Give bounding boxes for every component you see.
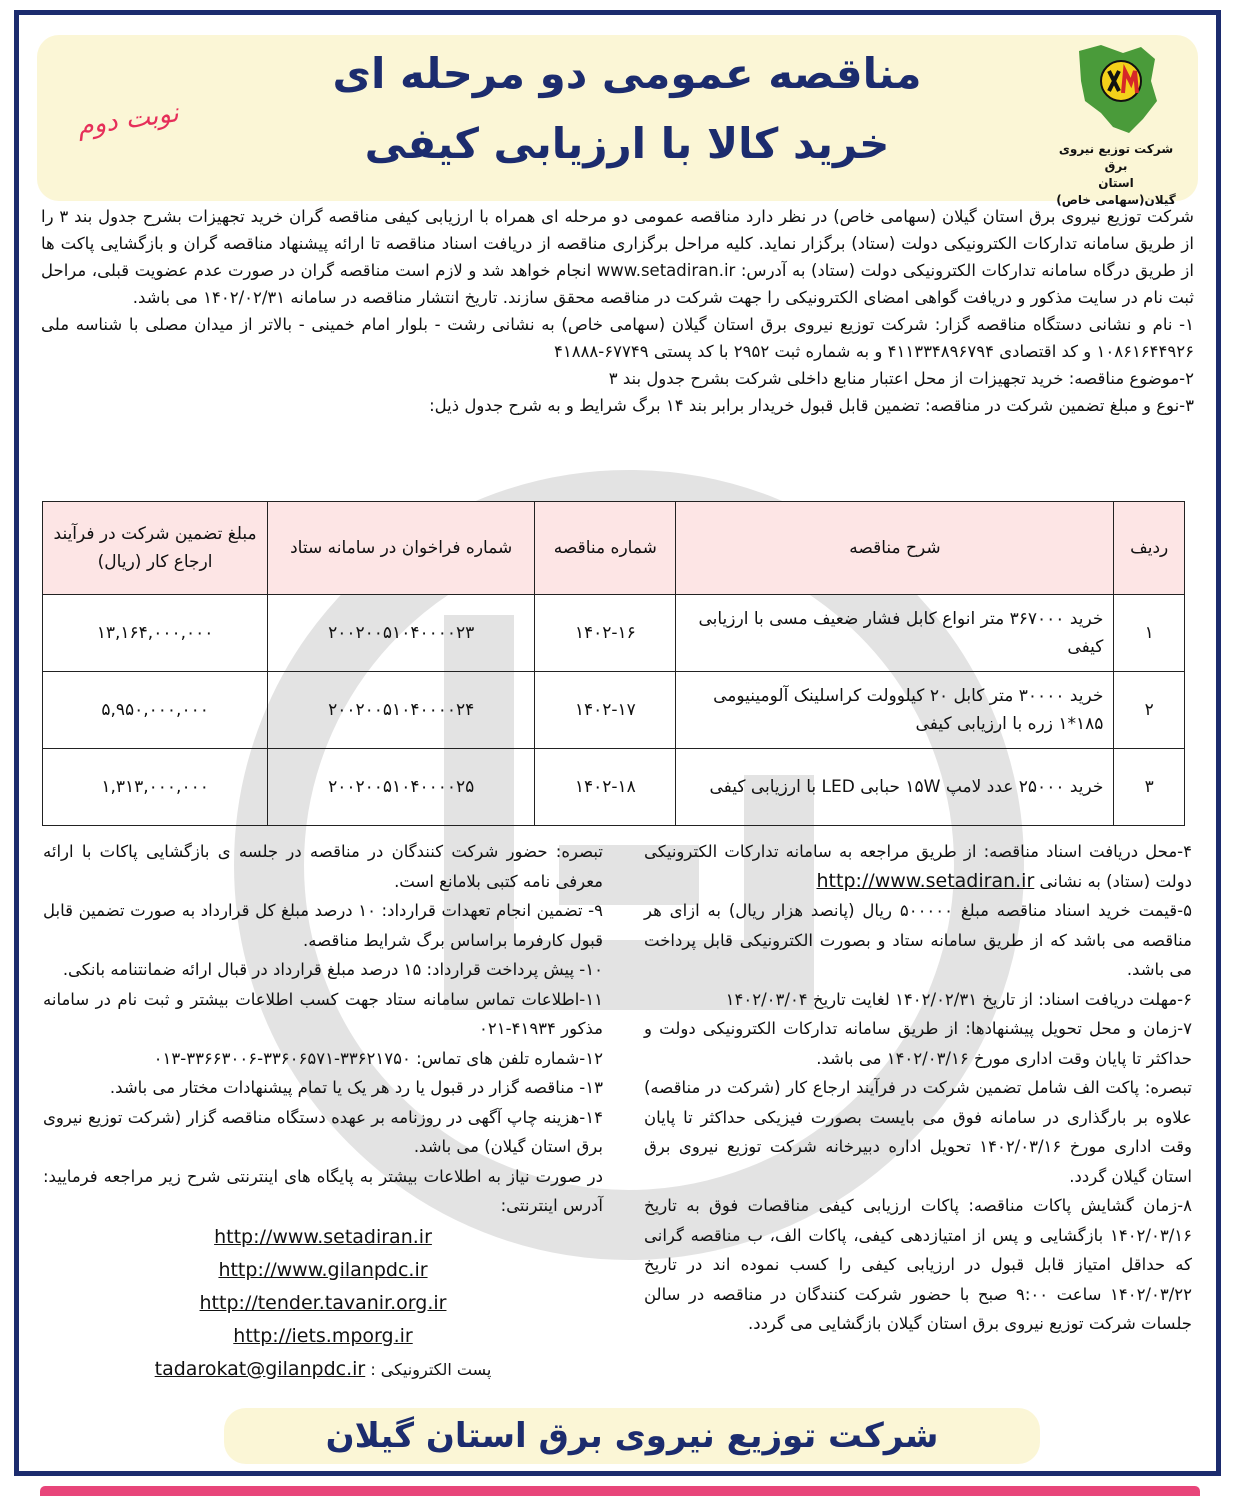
row-tender-number: ۱۴۰۲-۱۶ (535, 595, 676, 672)
turn-label: نوبت دوم (75, 98, 181, 142)
item-3: ۳-نوع و مبلغ تضمین شرکت در مناقصه: تضمین قابل قبول خریدار برابر بند ۱۴ برگ شرایط و به شرح جدول ذیل: (429, 396, 1194, 415)
row-number: ۳ (1114, 749, 1185, 826)
tender-table (42, 501, 1185, 826)
row-guarantee-amount: ۱۳,۱۶۴,۰۰۰,۰۰۰ (43, 595, 268, 672)
item-4-link[interactable]: http://www.setadiran.ir (816, 869, 1035, 892)
company-logo (1056, 41, 1176, 209)
table-header-row (43, 502, 1185, 595)
row-description: خرید ۲۵۰۰۰ عدد لامپ ۱۵W حبابی LED با ارزیابی کیفی (676, 749, 1114, 826)
item-9: ۹- تضمین انجام تعهدات قرارداد: ۱۰ درصد مبلغ کل قرارداد به صورت تضمین قابل قبول کارفرما براساس برگ شرایط مناقصه. (43, 901, 604, 950)
note-right: تبصره: پاکت الف شامل تضمین شرکت در فرآیند ارجاع کار (شرکت در مناقصه) علاوه بر بارگذاری در سامانه فوق می بایست بصورت فیزیکی حداکثر تا پایان وقت اداری مورخ ۱۴۰۲/۰۳/۱۶ تحویل اداره دبیرخانه شرکت توزیع نیروی برق استان گیلان گردد. (644, 1078, 1193, 1186)
row-call-number: ۲۰۰۲۰۰۵۱۰۴۰۰۰۰۲۳ (268, 595, 535, 672)
item-8: ۸-زمان گشایش پاکات مناقصه: پاکات ارزیابی کیفی مناقصات فوق به تاریخ ۱۴۰۲/۰۳/۱۶ بازگشایی و پس از امتیازدهی کیفی، پاکات الف، ب مناقصه گرانی که حداقل امتیاز قابل قبول در ارزیابی کیفی را کسب نموده اند در تاریخ ۱۴۰۲/۰۳/۲۲ ساعت ۹:۰۰ صبح با حضور شرکت کنندگان در مناقصه در سالن جلسات شرکت توزیع نیروی برق استان گیلان بازگشایی می گردد. (644, 1196, 1193, 1333)
row-call-number: ۲۰۰۲۰۰۵۱۰۴۰۰۰۰۲۴ (268, 672, 535, 749)
item-11: ۱۱-اطلاعات تماس سامانه ستاد جهت کسب اطلاعات بیشتر و ثبت نام در سامانه مذکور ۴۱۹۳۴-۰۲۱ (43, 989, 603, 1038)
ad-frame (14, 10, 1221, 1476)
right-column (644, 837, 1192, 1339)
item-12: ۱۲-شماره تلفن های تماس: ۳۳۶۲۱۷۵۰-۳۳۶۰۶۵۷۱-۳۳۶۶۳۰۰۶-۰۱۳ (153, 1048, 603, 1068)
bottom-pink-bar (40, 1486, 1200, 1496)
footer-company: شرکت توزیع نیروی برق استان گیلان (224, 1408, 1040, 1464)
item-14: ۱۴-هزینه چاپ آگهی در روزنامه بر عهده دستگاه مناقصه گزار (شرکت توزیع نیروی برق استان گیلان) می باشد. (43, 1107, 603, 1156)
email-label: پست الکترونیکی : (370, 1359, 492, 1379)
item-4-text: ۴-محل دریافت اسناد مناقصه: از طریق مراجعه به سامانه تدارکات الکترونیکی دولت (ستاد) به نشانی (644, 842, 1192, 891)
row-description: خرید ۳۶۷۰۰۰ متر انواع کابل فشار ضعیف مسی با ارزیابی کیفی (676, 595, 1114, 672)
iran-map-logo-icon (1071, 41, 1161, 141)
left-column (43, 837, 603, 1386)
header-call-number: شماره فراخوان در سامانه ستاد (268, 502, 535, 595)
intro-part2: انجام خواهد شد و لازم است مناقصه گران در صورت عدم عضویت قبلی، مراحل ثبت نام در سایت مذکور و دریافت گواهی امضای الکترونیکی را جهت شرکت در مناقصه محقق سازند. تاریخ انتشار مناقصه در سامانه ۱۴۰۲/۰۲/۳۱ می باشد. (41, 261, 1194, 307)
item-10: ۱۰- پیش پرداخت قرارداد: ۱۵ درصد مبلغ قرارداد در قبال ارائه ضمانتنامه بانکی. (62, 960, 603, 979)
row-guarantee-amount: ۵,۹۵۰,۰۰۰,۰۰۰ (43, 672, 268, 749)
link-mporg[interactable]: http://iets.mporg.ir (233, 1324, 413, 1347)
item-5: ۵-قیمت خرید اسناد مناقصه مبلغ ۵۰۰۰۰۰ ریال (پانصد هزار ریال) به ازای هر مناقصه می باشد که از طریق سامانه ستاد و بصورت الکترونیکی قابل پرداخت می باشد. (644, 901, 1193, 979)
header-description: شرح مناقصه (676, 502, 1114, 595)
table-row (43, 749, 1185, 826)
item-7: ۷-زمان و محل تحویل پیشنهادها: از طریق سامانه تدارکات الکترونیکی دولت و حداکثر تا پایان وقت اداری مورخ ۱۴۰۲/۰۳/۱۶ می باشد. (644, 1019, 1192, 1068)
row-call-number: ۲۰۰۲۰۰۵۱۰۴۰۰۰۰۲۵ (268, 749, 535, 826)
logo-text-line2: استان گیلان(سهامی خاص) (1056, 176, 1176, 207)
link-tavanir[interactable]: http://tender.tavanir.org.ir (199, 1291, 447, 1314)
logo-text-line1: شرکت توزیع نیروی برق (1058, 142, 1174, 173)
row-description: خرید ۳۰۰۰۰ متر کابل ۲۰ کیلوولت کراسلینک آلومینیومی ۱۸۵*۱ زره با ارزیابی کیفی (676, 672, 1114, 749)
item-6: ۶-مهلت دریافت اسناد: از تاریخ ۱۴۰۲/۰۲/۳۱ لغایت تاریخ ۱۴۰۲/۰۳/۰۴ (725, 989, 1192, 1009)
intro-paragraph (41, 203, 1194, 311)
header-guarantee-amount: مبلغ تضمین شرکت در فرآیند ارجاع کار (ریال) (43, 502, 268, 595)
item-13: ۱۳- مناقصه گزار در قبول یا رد هر یک یا تمام پیشنهادات مختار می باشد. (109, 1078, 603, 1097)
title-line2: خرید کالا با ارزیابی کیفی (364, 119, 890, 168)
row-tender-number: ۱۴۰۲-۱۸ (535, 749, 676, 826)
intro-section (41, 203, 1194, 419)
header-tender-number: شماره مناقصه (535, 502, 676, 595)
item-1: ۱- نام و نشانی دستگاه مناقصه گزار: شرکت توزیع نیروی برق استان گیلان (سهامی خاص) به نشانی رشت - بلوار امام خمینی - بالاتر از میدان مصلی با شناسه ملی ۱۰۸۶۱۶۴۴۹۲۶ و کد اقتصادی ۴۱۱۳۳۴۸۹۶۷۹۴ و به شماره ثبت ۲۹۵۲ با کد پستی ۶۷۷۴۹-۴۱۸۸۸ (41, 315, 1194, 361)
intro-part1: شرکت توزیع نیروی برق استان گیلان (سهامی خاص) در نظر دارد مناقصه عمومی دو مرحله ای همراه با ارزیابی کیفی مناقصه گران خرید تجهیزات بشرح جدول بند ۳ را از طریق سامانه تدارکات الکترونیکی دولت (ستاد) برگزار نماید. کلیه مراحل برگزاری مناقصه از دریافت اسناد مناقصه تا ارائه پیشنهاد مناقصه گران و بازگشایی پاکت ها از طریق درگاه سامانه تدارکات الکترونیکی دولت (ستاد) به آدرس: (41, 207, 1194, 280)
header-banner (37, 35, 1198, 207)
email-link[interactable]: tadarokat@gilanpdc.ir (154, 1357, 366, 1380)
links-list (43, 1221, 603, 1386)
link-setadiran[interactable]: http://www.setadiran.ir (214, 1225, 432, 1248)
more-info: در صورت نیاز به اطلاعات بیشتر به پایگاه های اینترنتی شرح زیر مراجعه فرمایید: آدرس اینترنتی: (43, 1166, 603, 1215)
note-left: تبصره: حضور شرکت کنندگان در مناقصه در جلسه ی بازگشایی پاکات با ارائه معرفی نامه کتبی بلامانع است. (43, 842, 603, 891)
row-number: ۱ (1114, 595, 1185, 672)
link-gilanpdc[interactable]: http://www.gilanpdc.ir (218, 1258, 428, 1281)
intro-site: www.setadiran.ir (596, 261, 736, 280)
row-tender-number: ۱۴۰۲-۱۷ (535, 672, 676, 749)
item-4 (644, 837, 1192, 896)
table-row (43, 595, 1185, 672)
title-line1: مناقصه عمومی دو مرحله ای (332, 49, 922, 98)
row-guarantee-amount: ۱,۳۱۳,۰۰۰,۰۰۰ (43, 749, 268, 826)
header-row-number: ردیف (1114, 502, 1185, 595)
item-2: ۲-موضوع مناقصه: خرید تجهیزات از محل اعتبار منابع داخلی شرکت بشرح جدول بند ۳ (608, 369, 1194, 388)
table-row (43, 672, 1185, 749)
row-number: ۲ (1114, 672, 1185, 749)
